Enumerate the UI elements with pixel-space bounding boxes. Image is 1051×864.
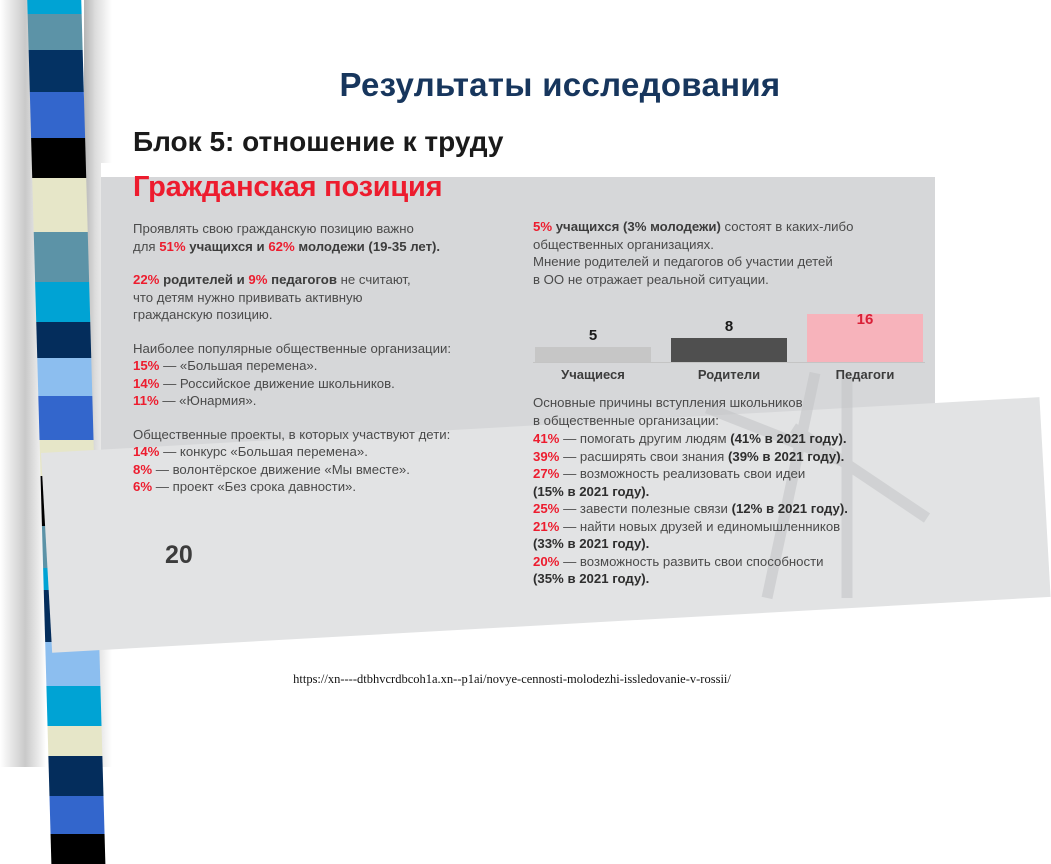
right-b1-line3: Мнение родителей и педагогов об участии детей	[533, 254, 833, 269]
bar-column-2	[807, 306, 923, 362]
reason-item-0	[533, 430, 925, 448]
reason-note-4: (33% в 2021 году).	[533, 536, 650, 551]
bar-1	[671, 338, 787, 362]
stripe-block-7	[35, 282, 90, 322]
reason-item-3	[533, 500, 925, 518]
reason-item-1	[533, 448, 925, 466]
left-b4-pct-0: 14%	[133, 444, 160, 459]
reason-item-2	[533, 465, 925, 500]
bar-column-1	[671, 306, 787, 362]
left-b4-intro: Общественные проекты, в которых участвуют дети:	[133, 426, 451, 442]
left-b1-line1: Проявлять свою гражданскую позицию важно	[133, 221, 414, 236]
slide-page-number: 20	[165, 541, 193, 569]
stripe-block-21	[51, 834, 106, 864]
left-b4-text-2: — проект «Без срока давности».	[152, 479, 357, 494]
reason-note-5: (35% в 2021 году).	[533, 571, 650, 586]
reasons-list	[533, 430, 925, 588]
stripe-block-10	[38, 396, 93, 440]
left-b2-pct1: 22%	[133, 272, 160, 287]
right-b1-pct: 5%	[533, 219, 553, 234]
left-b4-text-0: — конкурс «Большая перемена».	[159, 444, 368, 459]
left-b1-mid2: молодежи (19-35 лет).	[294, 238, 441, 254]
reasons-intro	[533, 394, 925, 429]
page-title: Результаты исследования	[339, 66, 781, 103]
right-b1-line4: в ОО не отражает реальной ситуации.	[533, 271, 769, 287]
reason-text-1: — расширять свои знания	[559, 448, 728, 464]
infographic-right-column	[533, 218, 925, 588]
left-b2-line3: гражданскую позицию.	[133, 307, 273, 322]
reason-pct-2: 27%	[533, 466, 560, 481]
left-block-4	[133, 426, 531, 496]
right-block-1	[533, 218, 925, 288]
source-url: https://xn----dtbhvcrdbcoh1a.xn--p1ai/novye-cennosti-molodezhi-issledovanie-v-rossii/	[293, 672, 731, 686]
reason-pct-5: 20%	[533, 553, 560, 569]
left-b1-pct1: 51%	[159, 238, 186, 254]
reason-pct-0: 41%	[533, 431, 560, 446]
bar-label-2: Педагоги	[835, 367, 895, 382]
reason-text-4: — найти новых друзей и единомышленников	[559, 518, 841, 534]
bar-column-0	[535, 306, 651, 362]
reason-note-2: (15% в 2021 году).	[533, 483, 650, 499]
reason-text-0: — помогать другим людям	[559, 431, 731, 446]
bar-value-0: 5	[588, 327, 598, 344]
stripe-block-3	[30, 92, 85, 138]
left-b1-conj: и	[252, 238, 269, 254]
chart-category-labels	[533, 367, 925, 382]
bar-label-1: Родители	[697, 367, 761, 382]
stripe-block-0	[27, 0, 82, 14]
stripe-block-1	[28, 14, 83, 50]
reason-text-2: — возможность реализовать свои идеи	[559, 466, 806, 481]
left-b2-t1: родителей	[159, 272, 233, 287]
left-block-1	[133, 220, 531, 255]
stripe-block-9	[37, 358, 92, 396]
left-b2-conj: и	[232, 272, 249, 287]
stripe-block-19	[48, 756, 103, 796]
reason-item-4	[533, 518, 925, 553]
left-block-2	[133, 271, 531, 324]
right-b1-line2: общественных организациях.	[533, 236, 714, 252]
stripe-block-4	[31, 138, 86, 178]
clipped-heading-container	[133, 126, 531, 167]
stripe-block-2	[29, 50, 84, 92]
infographic-panel	[101, 126, 935, 588]
left-b3-text-0: — «Большая перемена».	[159, 358, 318, 373]
reason-note-3: (12% в 2021 году).	[731, 501, 848, 516]
stripe-block-6	[34, 232, 89, 282]
reason-pct-1: 39%	[533, 448, 560, 464]
left-b3-text-2: — «Юнармия».	[158, 393, 257, 408]
reason-pct-3: 25%	[533, 501, 560, 516]
section-heading: Гражданская позиция	[133, 171, 443, 203]
bar-value-2: 16	[856, 311, 874, 328]
left-b3-pct-2: 11%	[133, 393, 159, 408]
left-b2-line2: что детям нужно прививать активную	[133, 289, 363, 305]
left-b3-intro: Наиболее популярные общественные организации:	[133, 340, 451, 356]
reason-note-1: (39% в 2021 году).	[727, 448, 845, 464]
stripe-block-18	[48, 726, 103, 756]
left-b3-pct-0: 15%	[133, 358, 160, 373]
reason-item-5	[533, 553, 925, 588]
participation-bar-chart	[533, 306, 925, 382]
left-b4-pct-2: 6%	[133, 479, 153, 494]
infographic-left-column	[133, 126, 531, 496]
stripe-block-5	[32, 178, 88, 232]
reason-text-3: — завести полезные связи	[559, 501, 732, 516]
left-b4-pct-1: 8%	[133, 461, 153, 477]
left-b3-pct-1: 14%	[133, 375, 160, 391]
left-b2-tail: не считают,	[336, 272, 411, 287]
reason-text-5: — возможность развить свои способности	[559, 553, 824, 569]
stripe-block-17	[46, 686, 101, 726]
bar-value-1: 8	[724, 318, 734, 335]
right-b1-tail: состоят в каких-либо	[720, 219, 854, 234]
reason-note-0: (41% в 2021 году).	[730, 431, 847, 446]
reason-pct-4: 21%	[533, 518, 560, 534]
reasons-intro-line1: Основные причины вступления школьников	[533, 395, 803, 410]
left-b1-pct2: 62%	[268, 238, 295, 254]
reasons-intro-line2: в общественные организации:	[533, 412, 719, 428]
left-b2-pct2: 9%	[248, 272, 268, 287]
left-b1-mid1: учащихся	[185, 238, 253, 254]
stripe-block-8	[36, 322, 91, 358]
bar-0	[535, 347, 651, 362]
right-b1-bold: учащихся (3% молодежи)	[552, 219, 721, 234]
bar-label-0: Учащиеся	[561, 367, 625, 382]
left-b2-t2: педагогов	[267, 272, 337, 287]
clipped-black-heading: Блок 5: отношение к труду	[133, 126, 504, 157]
left-block-3	[133, 340, 531, 410]
left-b3-text-1: — Российское движение школьников.	[159, 375, 395, 391]
chart-plot-area	[533, 306, 925, 363]
stripe-block-20	[49, 796, 104, 834]
left-b4-text-1: — волонтёрское движение «Мы вместе».	[152, 461, 410, 477]
left-b1-line2-lead: для	[133, 238, 160, 254]
